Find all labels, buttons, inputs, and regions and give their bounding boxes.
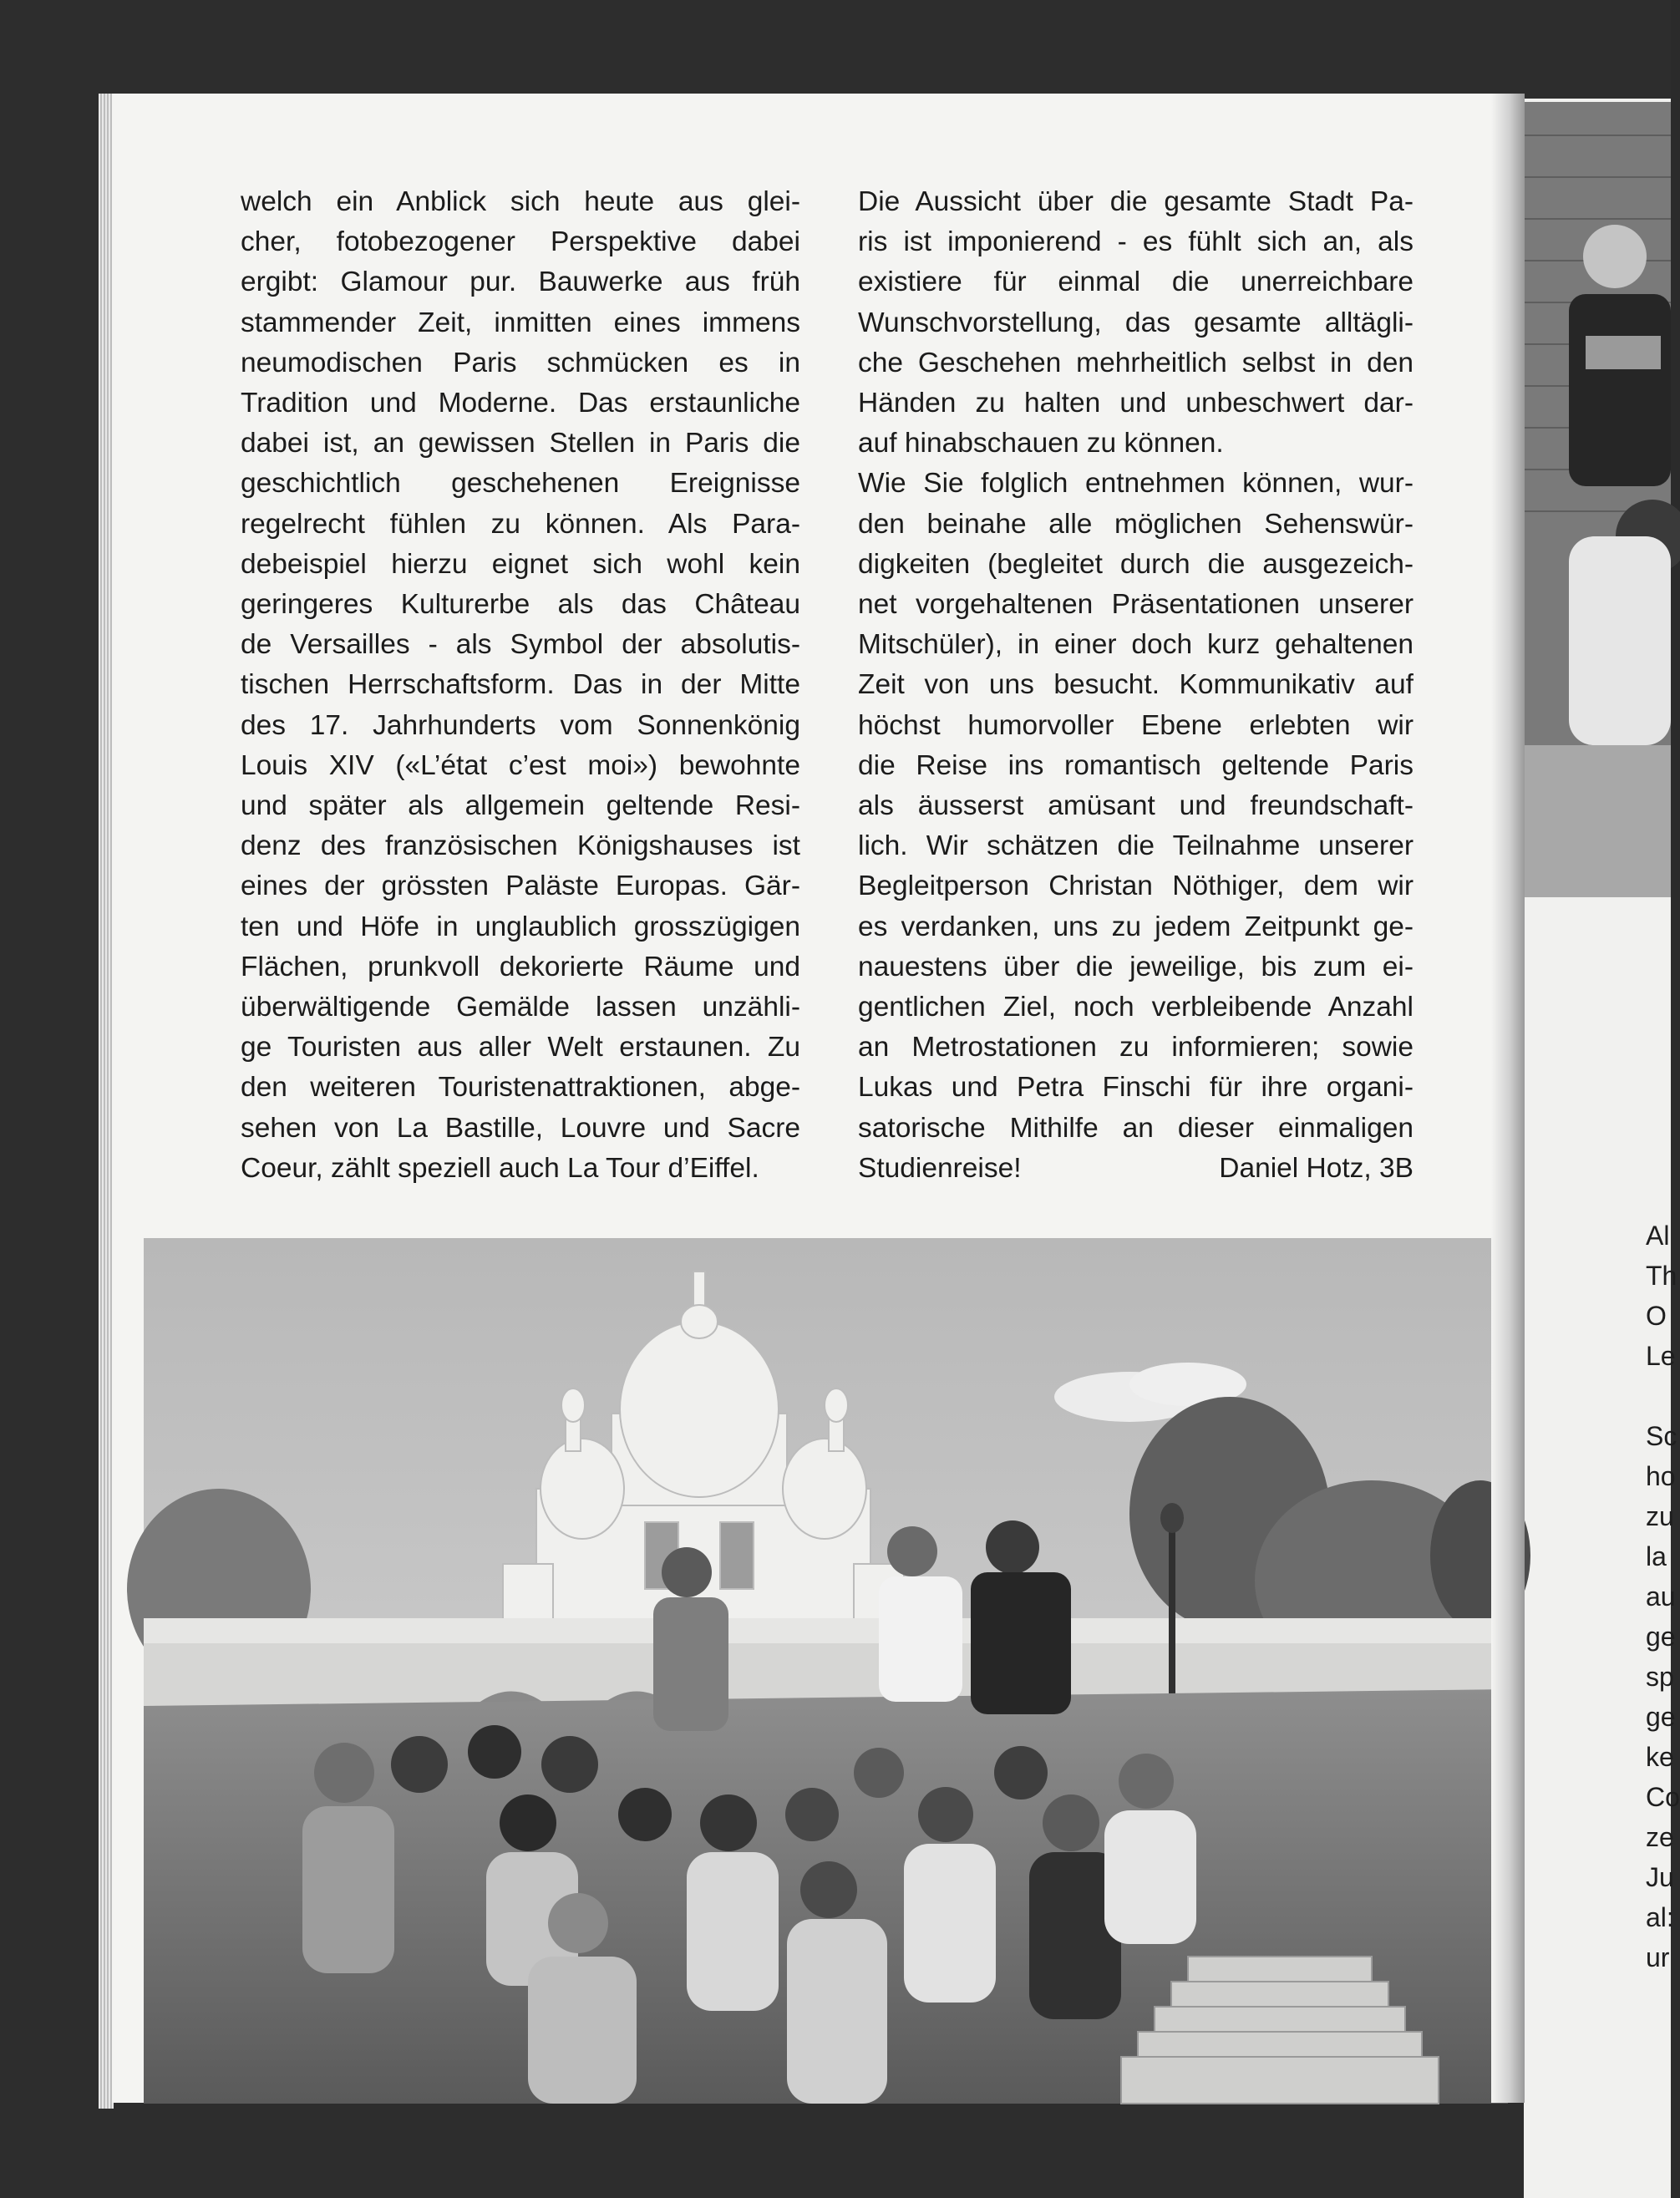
text-line: Mitschüler), in einer doch kurz gehaltenen	[858, 629, 1414, 661]
text-line: existiere für einmal die unerreichbare	[858, 267, 1414, 298]
terrace-balustrade	[144, 1618, 1508, 1643]
fragment-line	[1646, 1376, 1671, 1416]
author-name: Daniel Hotz, 3B	[1219, 1152, 1414, 1184]
text-line: den weiteren Touristenattraktionen, abge-	[241, 1072, 800, 1104]
text-line: als äusserst amüsant und freundschaft-	[858, 790, 1414, 822]
book-gutter	[1491, 94, 1525, 2103]
fragment-line: ke	[1646, 1742, 1674, 1772]
text-line: de Versailles - als Symbol der absolutis-	[241, 629, 800, 661]
text-line: auf hinabschauen zu können.	[858, 428, 1224, 459]
text-line: tischen Herrschaftsform. Das in der Mitte	[241, 669, 800, 701]
text-line: Louis XIV («L’état c’est moi») bewohnte	[241, 749, 800, 781]
fragment-line: al:	[1646, 1902, 1674, 1932]
text-line: denz des französischen Königshauses ist	[241, 830, 800, 862]
text-line: Tradition und Moderne. Das erstaunliche	[241, 388, 800, 419]
fragment-line: Th	[1646, 1261, 1677, 1291]
fragment-line: Al	[1646, 1221, 1670, 1251]
fragment-line: ge	[1646, 1622, 1676, 1652]
text-line: ge Touristen aus aller Welt erstaunen. Zu	[241, 1032, 800, 1063]
side-photo-partial	[1519, 102, 1671, 897]
text-line: ten und Höfe in unglaublich grosszügigen	[241, 911, 800, 942]
text-line: Begleitperson Christan Nöthiger, dem wir	[858, 871, 1414, 902]
fragment-line: O	[1646, 1301, 1667, 1331]
text-line: und später als allgemein geltende Resi-	[241, 790, 800, 822]
text-line: den beinahe alle möglichen Sehenswür-	[858, 508, 1414, 540]
lamp-post	[1169, 1522, 1175, 1706]
fragment-line: Co	[1646, 1782, 1680, 1812]
text-line: debeispiel hierzu eignet sich wohl kein	[241, 548, 800, 580]
text-line: Flächen, prunkvoll dekorierte Räume und	[241, 951, 800, 982]
text-line: regelrecht fühlen zu können. Als Para-	[241, 508, 800, 540]
article-column-left	[241, 182, 800, 1189]
text-line: welch ein Anblick sich heute aus glei-	[241, 186, 800, 217]
text-line: geringeres Kulturerbe als das Château	[241, 589, 800, 621]
text-line: Zeit von uns besucht. Kommunikativ auf	[858, 669, 1414, 701]
side-photo-illustration	[1519, 102, 1671, 897]
text-line: an Metrostationen zu informieren; sowie	[858, 1032, 1414, 1063]
text-line: sehen von La Bastille, Louvre und Sacre	[241, 1112, 800, 1144]
text-line: digkeiten (begleitet durch die ausgezeich-	[858, 548, 1414, 580]
text-line: Wunschvorstellung, das gesamte alltägli-	[858, 307, 1414, 338]
text-line: die Reise ins romantisch geltende Paris	[858, 749, 1414, 781]
text-line: satorische Mithilfe an dieser einmaligen	[858, 1112, 1414, 1144]
fragment-line: au	[1646, 1581, 1676, 1612]
lamp	[1160, 1503, 1184, 1533]
closing-text: Studienreise!	[858, 1152, 1022, 1184]
text-line: Wie Sie folglich entnehmen können, wur-	[858, 468, 1414, 500]
fragment-line: ge	[1646, 1702, 1676, 1732]
text-line: che Geschehen mehrheitlich selbst in den	[858, 347, 1414, 378]
fragment-line: Ju	[1646, 1862, 1674, 1892]
text-line: Die Aussicht über die gesamte Stadt Pa-	[858, 186, 1414, 217]
fragment-line: Sc	[1646, 1421, 1677, 1451]
text-line: cher, fotobezogener Perspektive dabei	[241, 226, 800, 258]
text-line: lich. Wir schätzen die Teilnahme unserer	[858, 830, 1414, 862]
text-line: nauestens über die jeweilige, bis zum ei-	[858, 951, 1414, 982]
fragment-line: ur	[1646, 1942, 1670, 1972]
text-line: geschichtlich geschehenen Ereignisse	[241, 468, 800, 500]
fragment-line: zu	[1646, 1501, 1674, 1531]
group-photo-sacre-coeur	[144, 1238, 1508, 2104]
fragment-line: ho	[1646, 1461, 1676, 1491]
text-line: stammender Zeit, inmitten eines immens	[241, 307, 800, 338]
text-line: ergibt: Glamour pur. Bauwerke aus früh	[241, 267, 800, 298]
text-line: überwältigende Gemälde lassen unzähli-	[241, 992, 800, 1023]
text-line: ris ist imponierend - es fühlt sich an, als	[858, 226, 1414, 258]
text-line: höchst humorvoller Ebene erlebten wir	[858, 709, 1414, 741]
text-line: Lukas und Petra Finschi für ihre organi-	[858, 1072, 1414, 1104]
signature-line	[858, 1149, 1414, 1189]
text-line: des 17. Jahrhunderts vom Sonnenkönig	[241, 709, 800, 741]
text-line: net vorgehaltenen Präsentationen unserer	[858, 589, 1414, 621]
fragment-line: sp	[1646, 1662, 1674, 1692]
text-line: Coeur, zählt speziell auch La Tour d’Eiffel.	[241, 1152, 759, 1184]
fragment-line: la	[1646, 1541, 1667, 1571]
text-line: dabei ist, an gewissen Stellen in Paris die	[241, 428, 800, 459]
fragment-line: Le	[1646, 1341, 1676, 1371]
text-line: gentlichen Ziel, noch verbleibende Anzahl	[858, 992, 1414, 1023]
text-line: eines der grössten Paläste Europas. Gär-	[241, 871, 800, 902]
text-line: Händen zu halten und unbeschwert dar-	[858, 388, 1414, 419]
text-line: neumodischen Paris schmücken es in	[241, 347, 800, 378]
text-line: es verdanken, uns zu jedem Zeitpunkt ge-	[858, 911, 1414, 942]
article-column-right	[858, 182, 1414, 1189]
fragment-line: ze	[1646, 1822, 1674, 1852]
photo-illustration	[144, 1238, 1508, 2104]
right-page-text-fragments	[1646, 1216, 1680, 1977]
